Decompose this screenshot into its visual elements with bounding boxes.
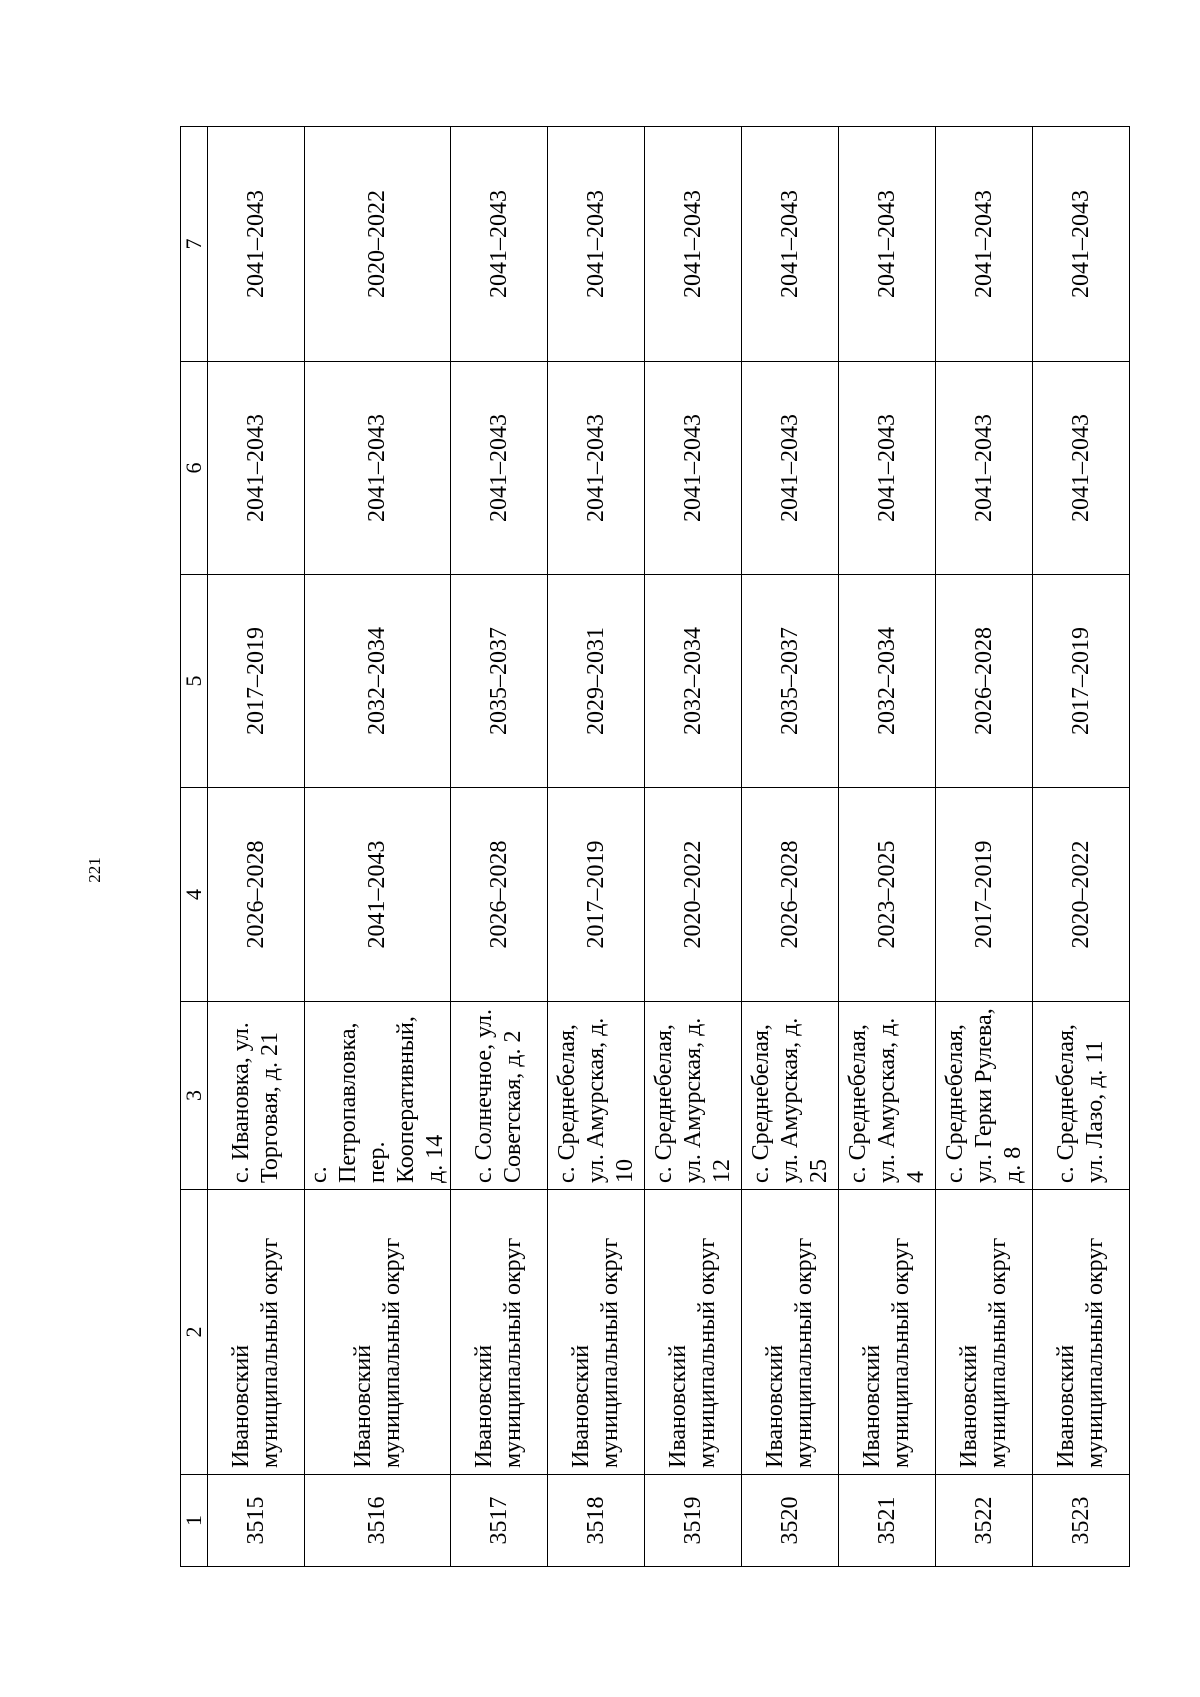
table-row xyxy=(1033,127,1130,1567)
cell-district: Ивановский муниципальный округ xyxy=(548,1190,645,1475)
cell-address: с. Среднебелая, ул. Амурская, д. 10 xyxy=(548,1002,645,1190)
cell-address: с. Среднебелая, ул. Амурская, д. 4 xyxy=(839,1002,936,1190)
cell-number: 3515 xyxy=(208,1475,305,1567)
cell-address: с. Среднебелая, ул. Лазо, д. 11 xyxy=(1033,1002,1130,1190)
cell-period-5: 2026–2028 xyxy=(936,575,1033,788)
cell-period-7: 2041–2043 xyxy=(645,127,742,362)
cell-period-7: 2041–2043 xyxy=(208,127,305,362)
table-row xyxy=(645,127,742,1567)
table-row xyxy=(936,127,1033,1567)
cell-district: Ивановский муниципальный округ xyxy=(305,1190,451,1475)
column-header: 5 xyxy=(181,575,208,788)
cell-number: 3522 xyxy=(936,1475,1033,1567)
cell-period-7: 2041–2043 xyxy=(451,127,548,362)
data-table xyxy=(180,126,1130,1567)
cell-period-6: 2041–2043 xyxy=(1033,362,1130,575)
cell-period-7: 2041–2043 xyxy=(742,127,839,362)
cell-address: с. Среднебелая, ул. Амурская, д. 25 xyxy=(742,1002,839,1190)
cell-number: 3520 xyxy=(742,1475,839,1567)
cell-district: Ивановский муниципальный округ xyxy=(936,1190,1033,1475)
cell-period-6: 2041–2043 xyxy=(742,362,839,575)
table-row xyxy=(208,127,305,1567)
cell-district: Ивановский муниципальный округ xyxy=(839,1190,936,1475)
cell-period-4: 2020–2022 xyxy=(1033,788,1130,1002)
cell-address: с. Ивановка, ул. Торговая, д. 21 xyxy=(208,1002,305,1190)
cell-address: с. Солнечное, ул. Советская, д. 2 xyxy=(451,1002,548,1190)
table-row xyxy=(839,127,936,1567)
cell-number: 3517 xyxy=(451,1475,548,1567)
column-header: 4 xyxy=(181,788,208,1002)
column-header: 7 xyxy=(181,127,208,362)
cell-period-4: 2020–2022 xyxy=(645,788,742,1002)
column-header: 3 xyxy=(181,1002,208,1190)
cell-period-5: 2032–2034 xyxy=(645,575,742,788)
cell-period-7: 2041–2043 xyxy=(1033,127,1130,362)
cell-period-4: 2026–2028 xyxy=(451,788,548,1002)
cell-period-6: 2041–2043 xyxy=(839,362,936,575)
cell-period-5: 2035–2037 xyxy=(742,575,839,788)
cell-number: 3521 xyxy=(839,1475,936,1567)
cell-period-6: 2041–2043 xyxy=(451,362,548,575)
cell-period-5: 2032–2034 xyxy=(839,575,936,788)
cell-address: с. Петропавловка, пер. Кооперативный, д. 14 xyxy=(305,1002,451,1190)
cell-period-4: 2041–2043 xyxy=(305,788,451,1002)
cell-period-6: 2041–2043 xyxy=(305,362,451,575)
cell-period-5: 2035–2037 xyxy=(451,575,548,788)
column-header: 1 xyxy=(181,1475,208,1567)
cell-district: Ивановский муниципальный округ xyxy=(208,1190,305,1475)
cell-period-6: 2041–2043 xyxy=(645,362,742,575)
cell-period-7: 2041–2043 xyxy=(548,127,645,362)
cell-district: Ивановский муниципальный округ xyxy=(645,1190,742,1475)
cell-period-5: 2017–2019 xyxy=(1033,575,1130,788)
cell-district: Ивановский муниципальный округ xyxy=(1033,1190,1130,1475)
cell-address: с. Среднебелая, ул. Амурская, д. 12 xyxy=(645,1002,742,1190)
cell-district: Ивановский муниципальный округ xyxy=(742,1190,839,1475)
cell-period-7: 2041–2043 xyxy=(839,127,936,362)
cell-period-5: 2017–2019 xyxy=(208,575,305,788)
table-row xyxy=(548,127,645,1567)
cell-district: Ивановский муниципальный округ xyxy=(451,1190,548,1475)
table-container xyxy=(180,127,1115,1567)
cell-period-4: 2017–2019 xyxy=(548,788,645,1002)
cell-period-7: 2041–2043 xyxy=(936,127,1033,362)
header-row xyxy=(181,127,208,1567)
cell-number: 3516 xyxy=(305,1475,451,1567)
table-row xyxy=(742,127,839,1567)
cell-period-6: 2041–2043 xyxy=(208,362,305,575)
page-number: 221 xyxy=(85,857,104,883)
cell-period-4: 2017–2019 xyxy=(936,788,1033,1002)
cell-period-4: 2023–2025 xyxy=(839,788,936,1002)
column-header: 6 xyxy=(181,362,208,575)
cell-period-5: 2029–2031 xyxy=(548,575,645,788)
table-row xyxy=(451,127,548,1567)
table-row xyxy=(305,127,451,1567)
cell-number: 3519 xyxy=(645,1475,742,1567)
cell-period-5: 2032–2034 xyxy=(305,575,451,788)
cell-period-6: 2041–2043 xyxy=(936,362,1033,575)
cell-period-6: 2041–2043 xyxy=(548,362,645,575)
cell-address: с. Среднебелая, ул. Герки Рулева, д. 8 xyxy=(936,1002,1033,1190)
column-header: 2 xyxy=(181,1190,208,1475)
cell-number: 3518 xyxy=(548,1475,645,1567)
cell-period-7: 2020–2022 xyxy=(305,127,451,362)
cell-period-4: 2026–2028 xyxy=(208,788,305,1002)
cell-period-4: 2026–2028 xyxy=(742,788,839,1002)
cell-number: 3523 xyxy=(1033,1475,1130,1567)
